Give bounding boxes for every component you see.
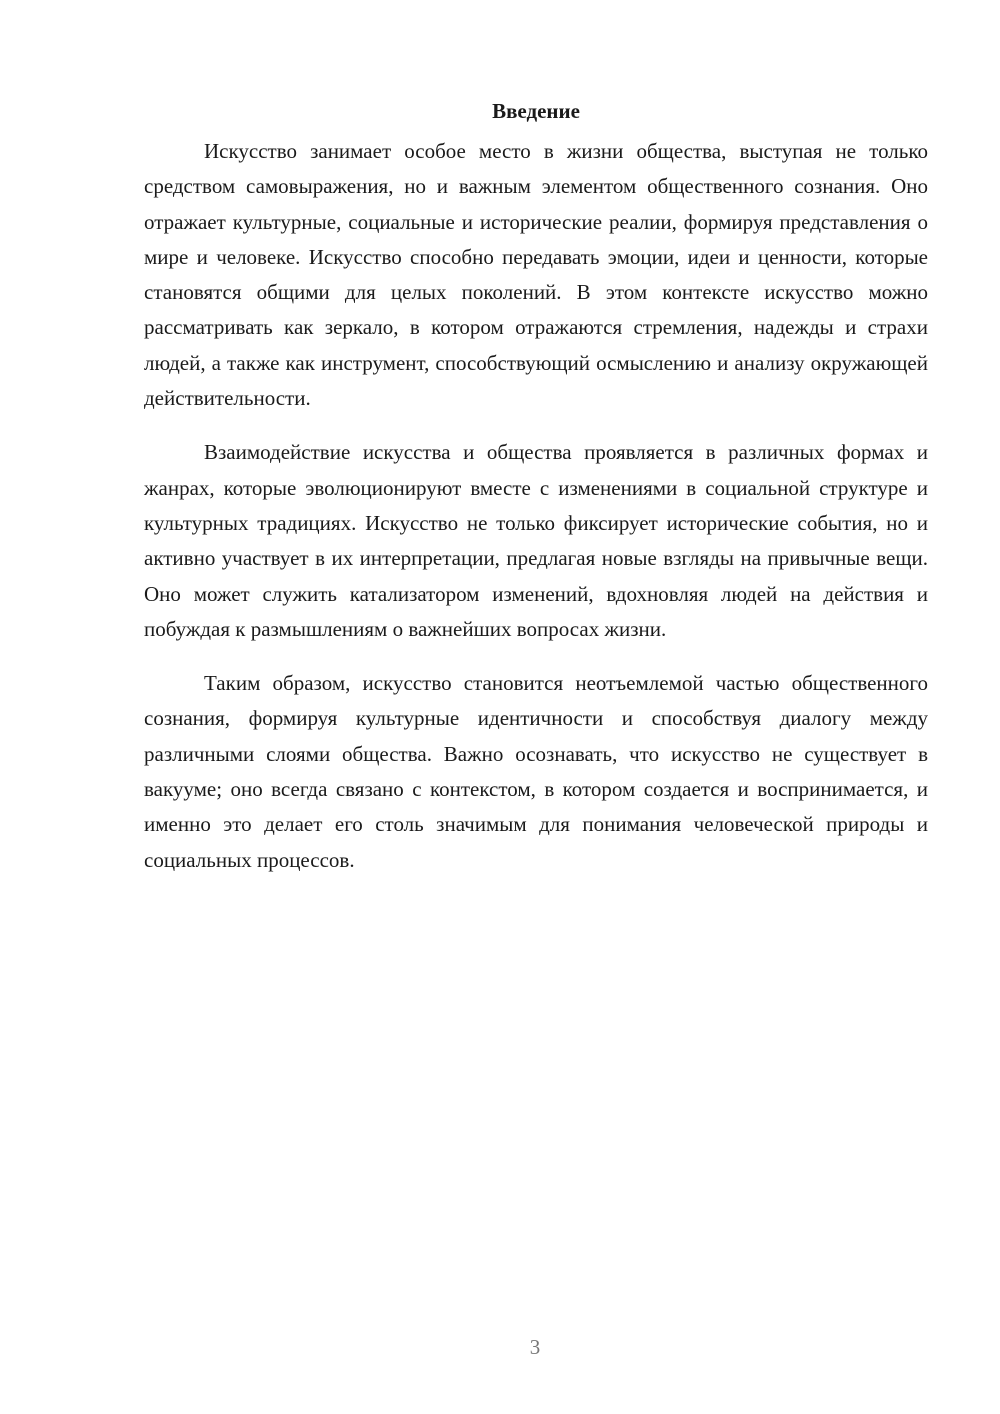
paragraph-1: Искусство занимает особое место в жизни общества, выступая не только средством самовыражения, но и важным элементом общественного сознания. Оно отражает культурные, социальные и исторические реалии, формируя представления о мире и человеке. Искусство способно передавать эмоции, идеи и ценности, которые становятся общими для целых поколений. В этом контексте искусство можно рассматривать как зеркало, в котором отражаются стремления, надежды и страхи людей, а также как инструмент, способствующий осмыслению и анализу окружающей действительности.: [144, 139, 928, 411]
paragraph-3: Таким образом, искусство становится неотъемлемой частью общественного сознания, формируя культурные идентичности и способствуя диалогу между различными слоями общества. Важно осознавать, что искусство не существует в вакууме; оно всегда связано с контекстом, в котором создается и воспринимается, и именно это делает его столь значимым для понимания человеческой природы и социальных процессов.: [144, 671, 928, 872]
section-title: Введение: [492, 99, 580, 123]
page-number: 3: [529, 1335, 541, 1359]
paragraph-2: Взаимодействие искусства и общества проявляется в различных формах и жанрах, которые эволюционируют вместе с изменениями в социальной структуре и культурных традициях. Искусство не только фиксирует исторические события, но и активно участвует в их интерпретации, предлагая новые взгляды на привычные вещи. Оно может служить катализатором изменений, вдохновляя людей на действия и побуждая к размышлениям о важнейших вопросах жизни.: [144, 440, 928, 641]
page-content: [144, 94, 928, 878]
